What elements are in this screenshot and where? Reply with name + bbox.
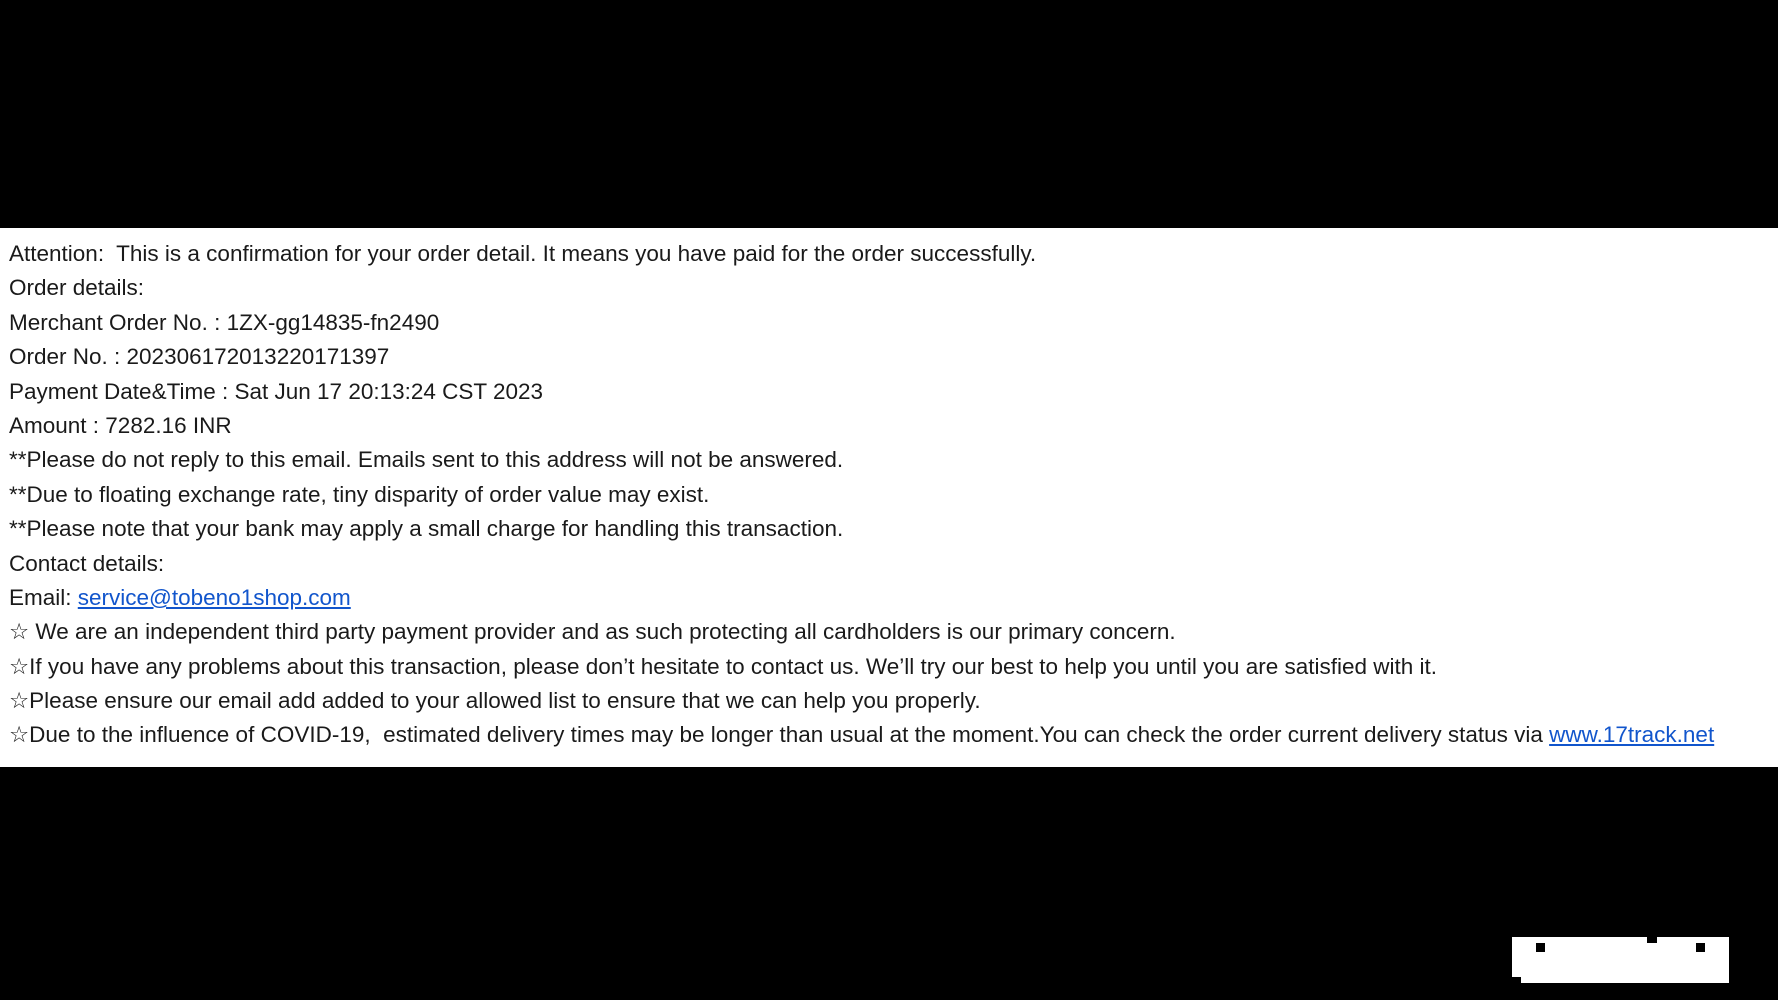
line-bank-charge-notice: **Please note that your bank may apply a small charge for handling this transaction. — [9, 516, 844, 542]
line-contact-details-heading: Contact details: — [9, 550, 165, 576]
line-merchant-order-no: Merchant Order No. : 1ZX-gg14835-fn2490 — [9, 309, 440, 335]
covid-delivery-text: ☆Due to the influence of COVID-19, estimated delivery times may be longer than usual at the moment.You can check the order current delivery status via — [9, 722, 1550, 748]
line-amount: Amount : 7282.16 INR — [9, 412, 232, 438]
line-independent-provider: ☆ We are an independent third party payment provider and as such protecting all cardholders is our primary concern. — [9, 619, 1176, 645]
redacted-logo-area — [1512, 937, 1729, 983]
redaction-speck — [1536, 943, 1545, 952]
contact-email-link[interactable]: service@tobeno1shop.com — [77, 584, 351, 610]
redaction-notch — [1512, 977, 1521, 983]
line-contact-us-help: ☆If you have any problems about this transaction, please don’t hesitate to contact us. We’ll try our best to help you until you are satisfied with it. — [9, 653, 1438, 679]
line-exchange-rate-notice: **Due to floating exchange rate, tiny disparity of order value may exist. — [9, 481, 710, 507]
line-no-reply-notice: **Please do not reply to this email. Emails sent to this address will not be answered. — [9, 447, 844, 473]
redaction-speck — [1696, 943, 1705, 952]
tracking-site-link[interactable]: www.17track.net — [1549, 722, 1715, 748]
email-body-panel — [0, 228, 1778, 767]
email-label: Email: — [9, 584, 78, 610]
line-attention: Attention: This is a confirmation for your order detail. It means you have paid for the order successfully. — [9, 241, 1037, 266]
line-allowed-list: ☆Please ensure our email add added to your allowed list to ensure that we can help you properly. — [9, 688, 981, 714]
redaction-notch — [1647, 937, 1657, 943]
line-email-contact — [9, 581, 1778, 615]
line-covid-delivery — [9, 718, 1778, 752]
line-order-details-heading: Order details: — [9, 275, 145, 301]
line-payment-datetime: Payment Date&Time : Sat Jun 17 20:13:24 CST 2023 — [9, 378, 544, 404]
line-order-no: Order No. : 202306172013220171397 — [9, 344, 390, 370]
